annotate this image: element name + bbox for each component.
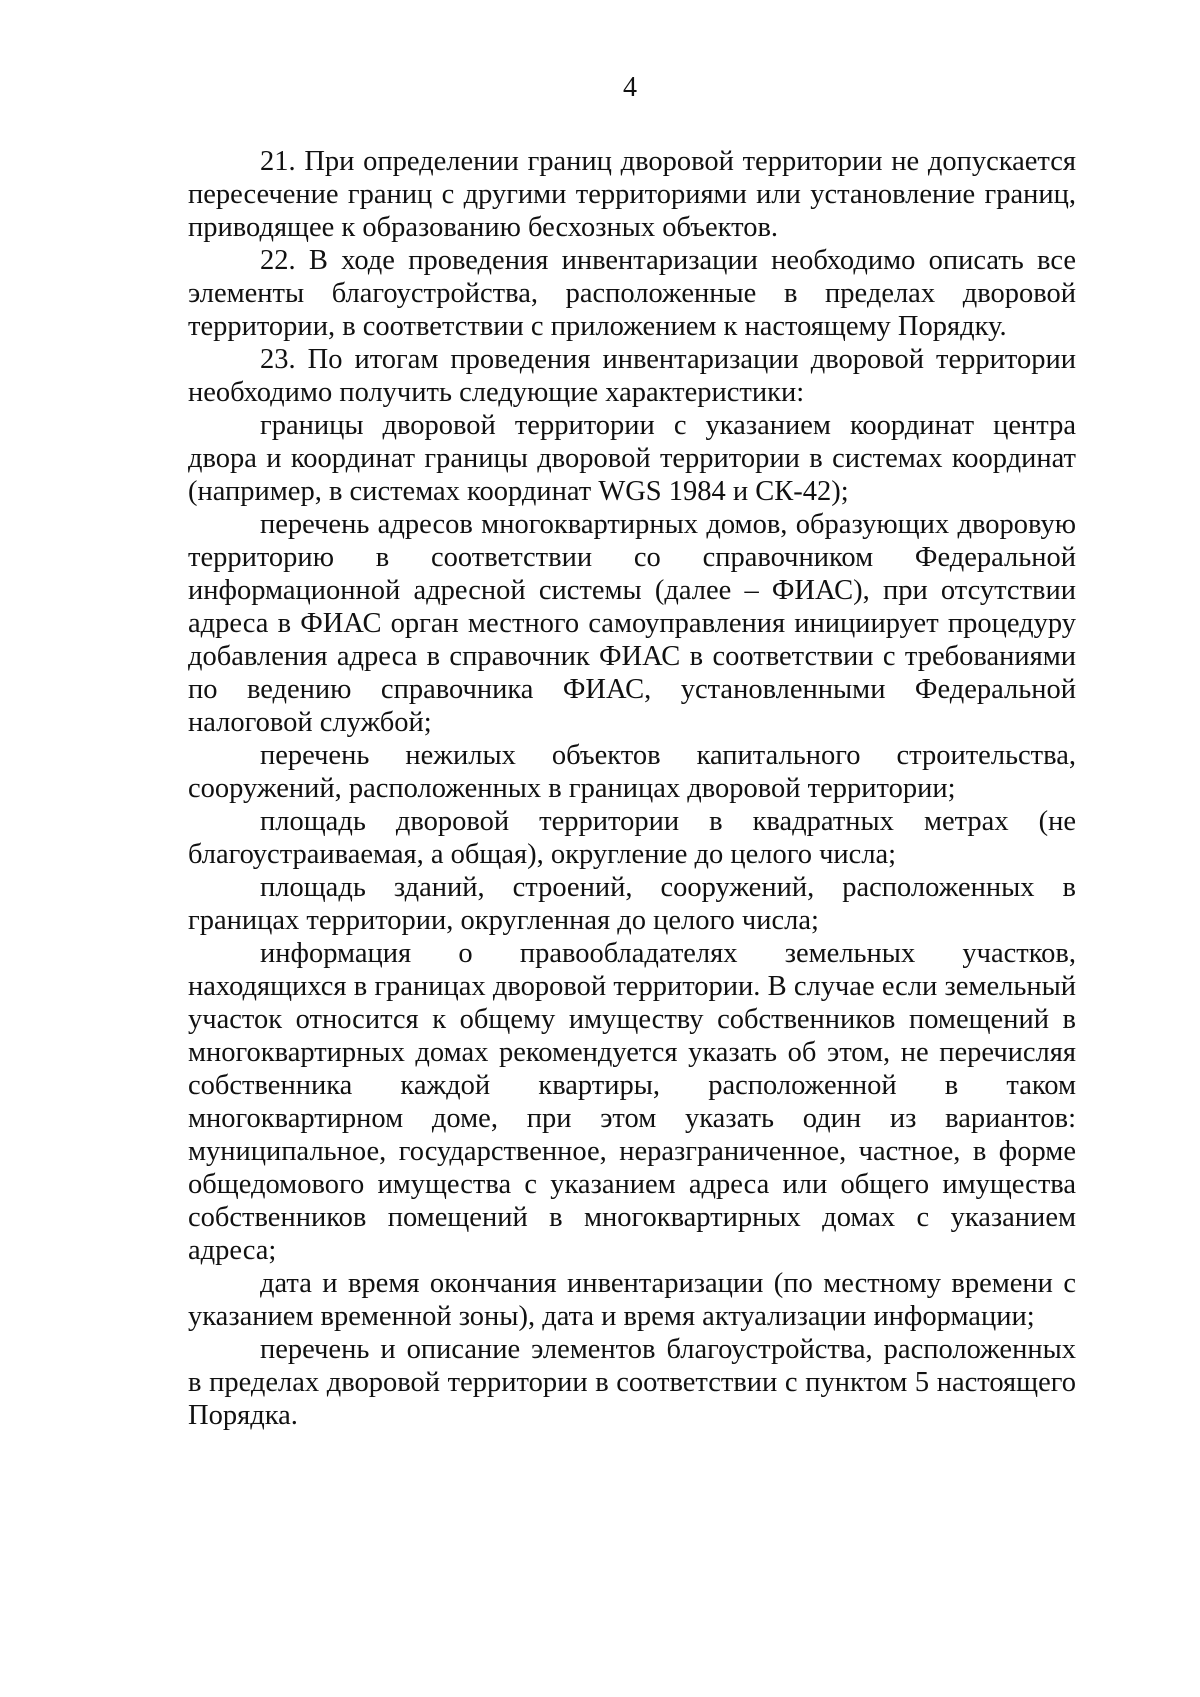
document-body [188,145,1076,1432]
list-item-rights-holders: информация о правообладателях земельных участков, находящихся в границах дворовой территории. В случае если земельный участок относится к общему имуществу собственников помещений в многоквартирных домах рекомендуется указать об этом, не перечисляя собственника каждой квартиры, расположенной в таком многоквартирном доме, при этом указать один из вариантов: муниципальное, государственное, неразграниченное, частное, в форме общедомового имущества с указанием адреса или общего имущества собственников помещений в многоквартирных домах с указанием адреса; [188,938,1076,1266]
list-item-buildings-area: площадь зданий, строений, сооружений, расположенных в границах территории, округленная до целого числа; [188,872,1076,936]
list-item-addresses: перечень адресов многоквартирных домов, образующих дворовую территорию в соответствии со справочником Федеральной информационной адресной системы (далее – ФИАС), при отсутствии адреса в ФИАС орган местного самоуправления инициирует процедуру добавления адреса в справочник ФИАС в соответствии с требованиями по ведению справочника ФИАС, установленными Федеральной налоговой службой; [188,509,1076,738]
paragraph-23: 23. По итогам проведения инвентаризации дворовой территории необходимо получить следующие характеристики: [188,344,1076,408]
page-number: 4 [623,72,637,103]
list-item-improvement-elements: перечень и описание элементов благоустройства, расположенных в пределах дворовой территории в соответствии с пунктом 5 настоящего Порядка. [188,1334,1076,1431]
list-item-inventory-datetime: дата и время окончания инвентаризации (по местному времени с указанием временной зоны), дата и время актуализации информации; [188,1268,1076,1332]
list-item-yard-area: площадь дворовой территории в квадратных метрах (не благоустраиваемая, а общая), округление до целого числа; [188,806,1076,870]
paragraph-22: 22. В ходе проведения инвентаризации необходимо описать все элементы благоустройства, расположенные в пределах дворовой территории, в соответствии с приложением к настоящему Порядку. [188,245,1076,342]
list-item-nonresidential-objects: перечень нежилых объектов капитального строительства, сооружений, расположенных в границах дворовой территории; [188,740,1076,804]
list-item-boundaries: границы дворовой территории с указанием координат центра двора и координат границы дворовой территории в системах координат (например, в системах координат WGS 1984 и СК-42); [188,410,1076,507]
paragraph-21: 21. При определении границ дворовой территории не допускается пересечение границ с другими территориями или установление границ, приводящее к образованию бесхозных объектов. [188,146,1076,243]
